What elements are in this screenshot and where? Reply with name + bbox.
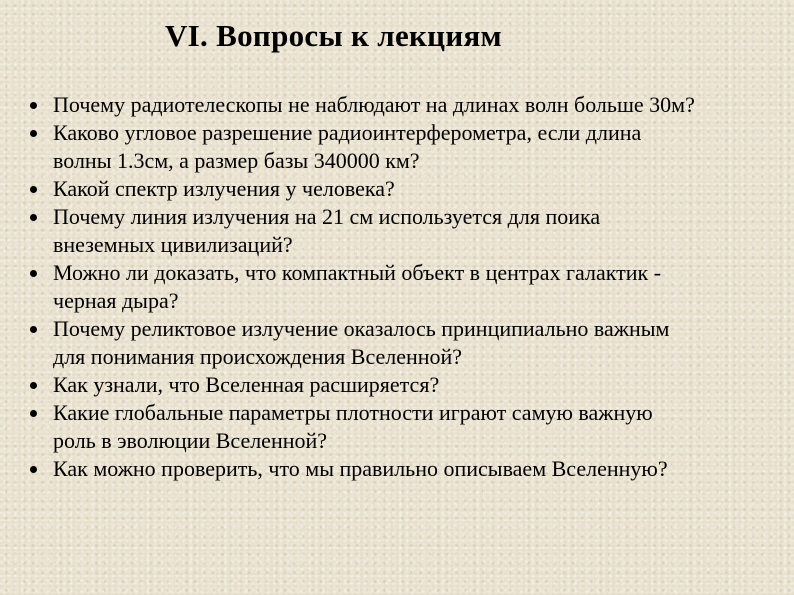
question-line: Какой спектр излучения у человека?	[53, 176, 395, 201]
question-line: волны 1.3см, а размер базы 340000 км?	[53, 148, 420, 173]
bullet-dot-icon	[30, 410, 37, 417]
question-item	[30, 371, 780, 399]
question-line: Каково угловое разрешение радиоинтерферометра, если длина	[53, 120, 642, 145]
question-list	[30, 91, 780, 483]
question-item	[30, 399, 780, 455]
bullet-dot-icon	[30, 186, 37, 193]
question-item	[30, 203, 780, 259]
question-item	[30, 91, 780, 119]
question-line: Какие глобальные параметры плотности играют самую важную	[53, 400, 653, 425]
question-item	[30, 259, 780, 315]
bullet-dot-icon	[30, 326, 37, 333]
question-item	[30, 315, 780, 371]
question-line: Как узнали, что Вселенная расширяется?	[53, 372, 440, 397]
bullet-dot-icon	[30, 214, 37, 221]
question-item	[30, 119, 780, 175]
bullet-dot-icon	[30, 130, 37, 137]
question-line: для понимания происхождения Вселенной?	[53, 344, 463, 369]
question-line: роль в эволюции Вселенной?	[53, 428, 328, 453]
bullet-dot-icon	[30, 466, 37, 473]
slide-title: VI. Вопросы к лекциям	[165, 18, 502, 53]
bullet-dot-icon	[30, 102, 37, 109]
question-line: Почему реликтовое излучение оказалось принципиально важным	[53, 316, 670, 341]
question-line: Как можно проверить, что мы правильно описываем Вселенную?	[53, 456, 668, 481]
question-line: внеземных цивилизаций?	[53, 232, 293, 257]
question-line: Почему линия излучения на 21 см используется для поика	[53, 204, 601, 229]
question-item	[30, 455, 780, 483]
question-line: черная дыра?	[53, 288, 179, 313]
question-item	[30, 175, 780, 203]
bullet-dot-icon	[30, 382, 37, 389]
question-line: Почему радиотелескопы не наблюдают на длинах волн больше 30м?	[53, 92, 695, 117]
bullet-dot-icon	[30, 270, 37, 277]
question-line: Можно ли доказать, что компактный объект в центрах галактик -	[53, 260, 662, 285]
